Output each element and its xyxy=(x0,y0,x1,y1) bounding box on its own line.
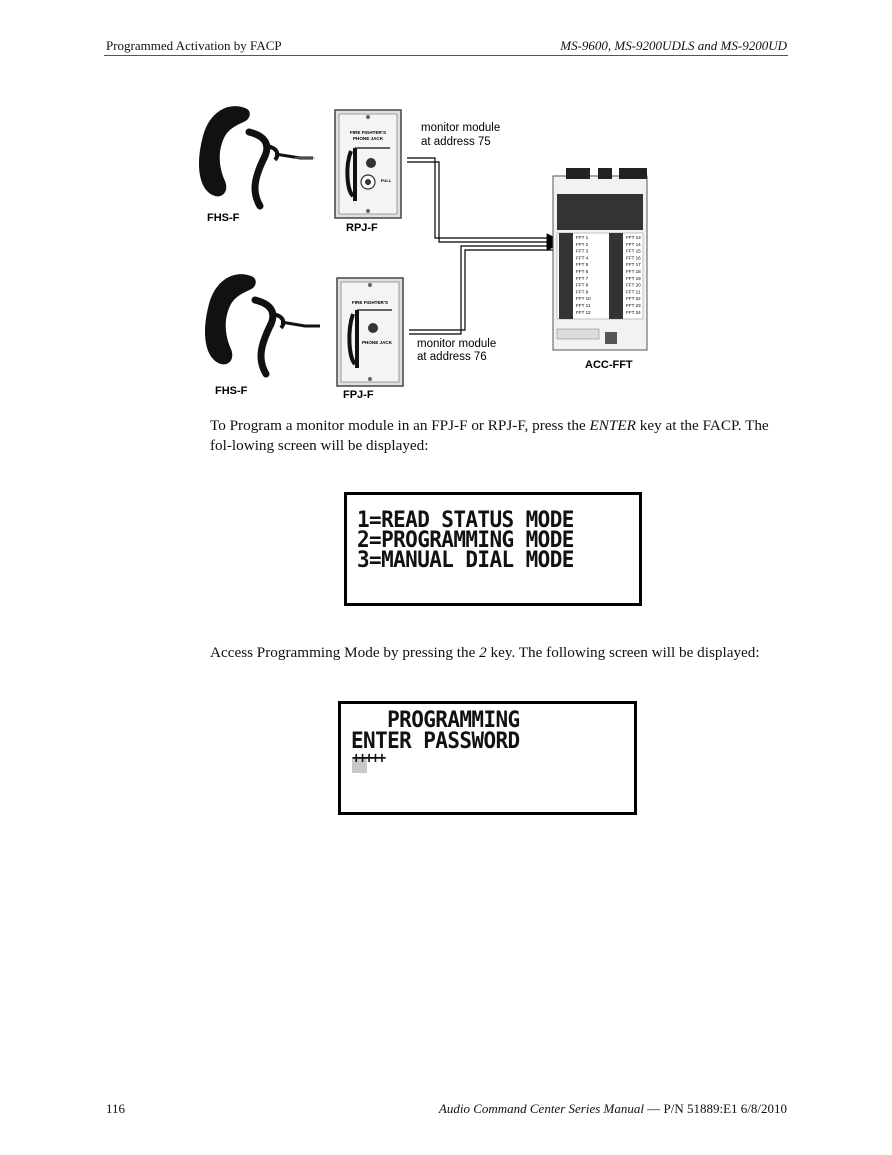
fft-label: FFT 5 xyxy=(576,262,589,268)
lcd1-line2: 2=PROGRAMMING MODE xyxy=(357,526,574,553)
p1-key: ENTER xyxy=(589,417,636,434)
fft-label: FFT 23 xyxy=(626,303,641,308)
fft-label: FFT 1 xyxy=(576,235,589,240)
lcd-programming xyxy=(338,701,637,815)
lcd1-line1: 1=READ STATUS MODE xyxy=(357,506,574,533)
fft-label: FFT 2 xyxy=(576,241,589,247)
fft-label: FFT 8 xyxy=(576,282,589,288)
rpj-plate xyxy=(335,110,401,218)
p2-text-before: Access Programming Mode by pressing the xyxy=(210,644,480,661)
p1-text-before: To Program a monitor module in an FPJ-F or RPJ-F, press the xyxy=(210,417,590,434)
lcd-main-menu xyxy=(344,492,642,606)
lcd1-line3: 3=MANUAL DIAL MODE xyxy=(357,546,574,573)
fft-label: FFT 22 xyxy=(626,296,641,302)
footer-page-number: 116 xyxy=(106,1101,126,1116)
fft-label: FFT 10 xyxy=(576,296,591,302)
fft-label: FFT 11 xyxy=(576,303,591,308)
footer-part-number: — P/N 51889:E1 6/8/2010 xyxy=(643,1101,787,1116)
p1-text-after: key at the FACP. The fol-lowing screen will be displayed: xyxy=(210,417,769,454)
handset-top-icon xyxy=(199,106,315,206)
fft-label: FFT 6 xyxy=(576,269,589,274)
rpj-plate-line2: PHONE JACK xyxy=(352,136,384,141)
handset-bottom-icon xyxy=(205,274,320,374)
footer-manual xyxy=(439,1101,787,1117)
monitor-bottom-line1: monitor module xyxy=(417,338,497,350)
fft-label: FFT 19 xyxy=(626,275,641,281)
fft-label: FFT 3 xyxy=(576,248,589,254)
footer-manual-title: Audio Command Center Series Manual xyxy=(438,1101,644,1116)
p2-text-after: key. The following screen will be displayed: xyxy=(486,644,760,661)
password-mask: +++++ xyxy=(352,749,385,767)
header-left: Programmed Activation by FACP xyxy=(106,38,282,53)
header-right: MS-9600, MS-9200UDLS and MS-9200UD xyxy=(560,38,787,53)
monitor-bottom-line2: at address 76 xyxy=(417,351,487,363)
label-fpj: FPJ-F xyxy=(343,389,374,401)
rpj-plate-line1: FIRE FIGHTER'S xyxy=(349,130,387,135)
rpj-pull-text: PULL xyxy=(380,178,392,183)
fft-label: FFT 15 xyxy=(626,248,641,254)
wiring-lines xyxy=(407,158,555,334)
p2-key: 2 xyxy=(479,644,487,661)
label-rpj: RPJ-F xyxy=(346,222,378,234)
monitor-top-line2: at address 75 xyxy=(421,136,491,148)
acc-fft-panel xyxy=(553,168,647,350)
wiring-diagram xyxy=(185,96,655,406)
fft-label: FFT 7 xyxy=(576,275,589,281)
fpj-plate xyxy=(337,278,403,386)
label-acc-fft: ACC-FFT xyxy=(585,359,633,371)
fft-label: FFT 12 xyxy=(576,309,591,315)
fpj-plate-line1: FIRE FIGHTER'S xyxy=(351,300,389,305)
fft-label: FFT 13 xyxy=(626,235,641,240)
fft-label: FFT 20 xyxy=(626,282,641,288)
paragraph-2 xyxy=(210,643,780,663)
fft-label: FFT 17 xyxy=(626,262,641,268)
fft-label: FFT 16 xyxy=(626,255,641,261)
fft-label: FFT 9 xyxy=(576,289,589,295)
lcd2-line1: PROGRAMMING xyxy=(351,706,520,733)
fft-label: FFT 24 xyxy=(626,309,641,315)
fft-label: FFT 21 xyxy=(626,289,641,295)
label-fhs-top: FHS-F xyxy=(207,212,240,224)
lcd2-line2: ENTER PASSWORD xyxy=(351,727,520,754)
fft-label: FFT 14 xyxy=(626,241,641,247)
header-rule xyxy=(104,55,788,56)
fft-label: FFT 4 xyxy=(576,255,589,261)
monitor-top-line1: monitor module xyxy=(421,122,501,134)
fft-label: FFT 18 xyxy=(626,269,641,274)
label-fhs-bottom: FHS-F xyxy=(215,385,248,397)
fpj-plate-line2: PHONE JACK xyxy=(361,340,393,345)
paragraph-1 xyxy=(210,416,780,456)
